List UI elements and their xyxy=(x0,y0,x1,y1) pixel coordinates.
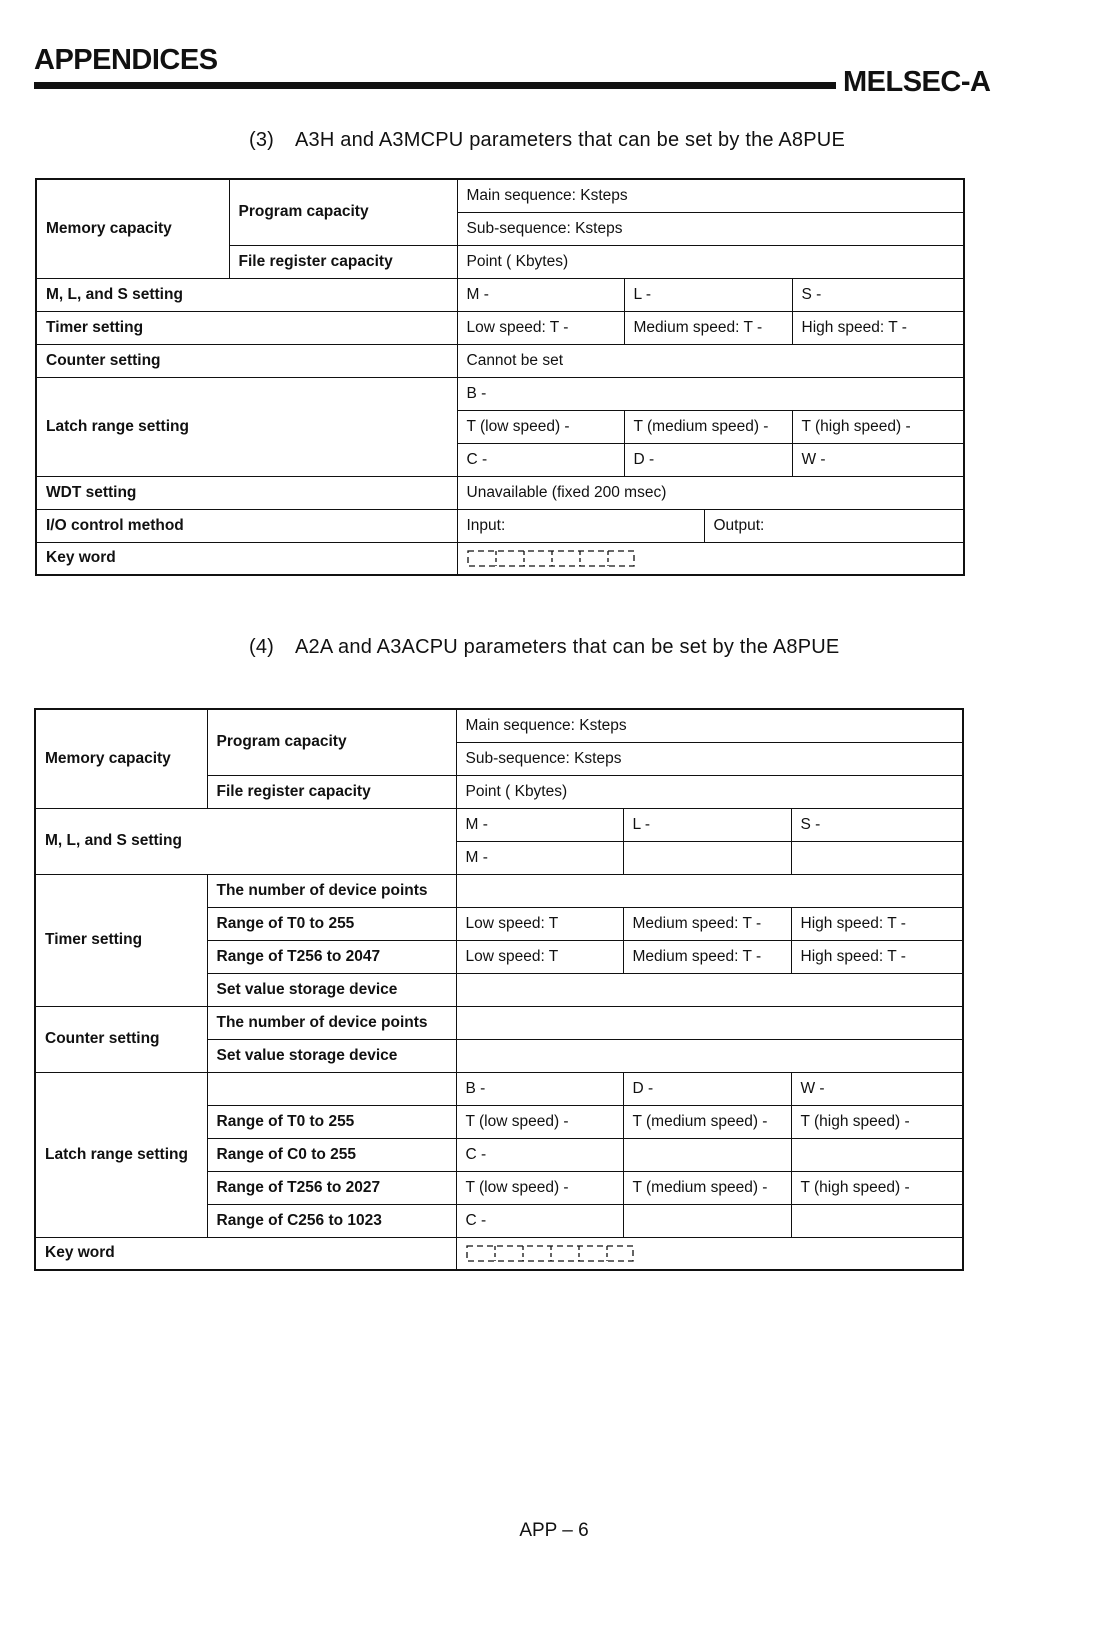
t4-w: W - xyxy=(791,1072,963,1105)
table3-number: (3) xyxy=(249,129,275,151)
t4-program-capacity: Program capacity xyxy=(207,709,456,775)
t4-high-speed-2: High speed: T - xyxy=(791,940,963,973)
t3-mls-setting: M, L, and S setting xyxy=(36,278,457,311)
t4-empty-2 xyxy=(791,841,963,874)
header-rule xyxy=(34,82,836,89)
t4-sub-sequence: Sub-sequence: Ksteps xyxy=(456,742,963,775)
t3-high-speed: High speed: T - xyxy=(792,311,964,344)
t3-key-word: Key word xyxy=(36,542,457,575)
t4-timer-num-device-points: The number of device points xyxy=(207,874,456,907)
t4-counter-setting: Counter setting xyxy=(35,1006,207,1072)
t4-d: D - xyxy=(623,1072,791,1105)
t3-point-kbytes: Point ( Kbytes) xyxy=(457,245,964,278)
t3-t-high: T (high speed) - xyxy=(792,410,964,443)
t4-empty-6 xyxy=(456,1039,963,1072)
key-word-boxes-icon xyxy=(466,1242,636,1264)
t4-range-t256-2047: Range of T256 to 2047 xyxy=(207,940,456,973)
t4-empty-8 xyxy=(623,1138,791,1171)
t4-empty-3 xyxy=(456,874,963,907)
t3-s: S - xyxy=(792,278,964,311)
t4-t-high-1: T (high speed) - xyxy=(791,1105,963,1138)
t3-wdt-value: Unavailable (fixed 200 msec) xyxy=(457,476,964,509)
brand-title: MELSEC-A xyxy=(843,66,991,98)
section-title: APPENDICES xyxy=(34,44,218,76)
t4-m: M - xyxy=(456,808,623,841)
t3-medium-speed: Medium speed: T - xyxy=(624,311,792,344)
t4-m2: M - xyxy=(456,841,623,874)
t4-high-speed-1: High speed: T - xyxy=(791,907,963,940)
table4 xyxy=(34,708,964,1271)
t4-empty-9 xyxy=(791,1138,963,1171)
t4-latch-range-t256-2027: Range of T256 to 2027 xyxy=(207,1171,456,1204)
t4-empty-4 xyxy=(456,973,963,1006)
t3-input: Input: xyxy=(457,509,704,542)
t4-point-kbytes: Point ( Kbytes) xyxy=(456,775,963,808)
t3-d: D - xyxy=(624,443,792,476)
t4-timer-set-value-storage: Set value storage device xyxy=(207,973,456,1006)
t3-memory-capacity: Memory capacity xyxy=(36,179,229,278)
t3-counter-setting: Counter setting xyxy=(36,344,457,377)
t3-b: B - xyxy=(457,377,964,410)
t3-m: M - xyxy=(457,278,624,311)
t4-latch-range-c0-255: Range of C0 to 255 xyxy=(207,1138,456,1171)
t4-t-high-2: T (high speed) - xyxy=(791,1171,963,1204)
t4-timer-setting: Timer setting xyxy=(35,874,207,1006)
t3-t-low: T (low speed) - xyxy=(457,410,624,443)
table4-number: (4) xyxy=(249,636,275,658)
t3-timer-setting: Timer setting xyxy=(36,311,457,344)
table4-title: A2A and A3ACPU parameters that can be set by the A8PUE xyxy=(295,636,840,658)
t3-latch-range-setting: Latch range setting xyxy=(36,377,457,476)
t4-latch-range-setting: Latch range setting xyxy=(35,1072,207,1237)
t3-cannot-set: Cannot be set xyxy=(457,344,964,377)
t4-medium-speed-1: Medium speed: T - xyxy=(623,907,791,940)
t3-l: L - xyxy=(624,278,792,311)
t4-counter-set-value-storage: Set value storage device xyxy=(207,1039,456,1072)
t3-output: Output: xyxy=(704,509,964,542)
t4-low-speed-1: Low speed: T xyxy=(456,907,623,940)
t3-main-sequence: Main sequence: Ksteps xyxy=(457,179,964,212)
table3-title: A3H and A3MCPU parameters that can be set by the A8PUE xyxy=(295,129,845,151)
t4-empty-7 xyxy=(207,1072,456,1105)
t4-counter-num-device-points: The number of device points xyxy=(207,1006,456,1039)
t4-t-medium-2: T (medium speed) - xyxy=(623,1171,791,1204)
t4-main-sequence: Main sequence: Ksteps xyxy=(456,709,963,742)
t4-mls-setting: M, L, and S setting xyxy=(35,808,456,874)
t3-w: W - xyxy=(792,443,964,476)
t4-empty-11 xyxy=(791,1204,963,1237)
table4-caption xyxy=(249,636,839,659)
t4-empty-10 xyxy=(623,1204,791,1237)
t3-low-speed: Low speed: T - xyxy=(457,311,624,344)
t4-s: S - xyxy=(791,808,963,841)
t4-b: B - xyxy=(456,1072,623,1105)
t3-wdt-setting: WDT setting xyxy=(36,476,457,509)
key-word-boxes-icon xyxy=(467,547,637,569)
t3-sub-sequence: Sub-sequence: Ksteps xyxy=(457,212,964,245)
t4-key-word-field xyxy=(456,1237,963,1270)
t4-c-2: C - xyxy=(456,1204,623,1237)
t4-memory-capacity: Memory capacity xyxy=(35,709,207,808)
t3-key-word-field xyxy=(457,542,964,575)
t4-l: L - xyxy=(623,808,791,841)
t4-medium-speed-2: Medium speed: T - xyxy=(623,940,791,973)
t4-t-low-1: T (low speed) - xyxy=(456,1105,623,1138)
t3-t-medium: T (medium speed) - xyxy=(624,410,792,443)
t3-c: C - xyxy=(457,443,624,476)
t4-file-register-capacity: File register capacity xyxy=(207,775,456,808)
t4-low-speed-2: Low speed: T xyxy=(456,940,623,973)
t4-latch-range-t0-255: Range of T0 to 255 xyxy=(207,1105,456,1138)
page-number: APP – 6 xyxy=(519,1520,589,1541)
t4-t-low-2: T (low speed) - xyxy=(456,1171,623,1204)
t3-io-control: I/O control method xyxy=(36,509,457,542)
t4-latch-range-c256-1023: Range of C256 to 1023 xyxy=(207,1204,456,1237)
t4-empty-1 xyxy=(623,841,791,874)
table3 xyxy=(35,178,965,576)
t4-empty-5 xyxy=(456,1006,963,1039)
t4-t-medium-1: T (medium speed) - xyxy=(623,1105,791,1138)
t4-range-t0-255: Range of T0 to 255 xyxy=(207,907,456,940)
t3-program-capacity: Program capacity xyxy=(229,179,457,245)
table3-caption xyxy=(249,129,845,152)
t4-c-1: C - xyxy=(456,1138,623,1171)
t4-key-word: Key word xyxy=(35,1237,456,1270)
t3-file-register-capacity: File register capacity xyxy=(229,245,457,278)
